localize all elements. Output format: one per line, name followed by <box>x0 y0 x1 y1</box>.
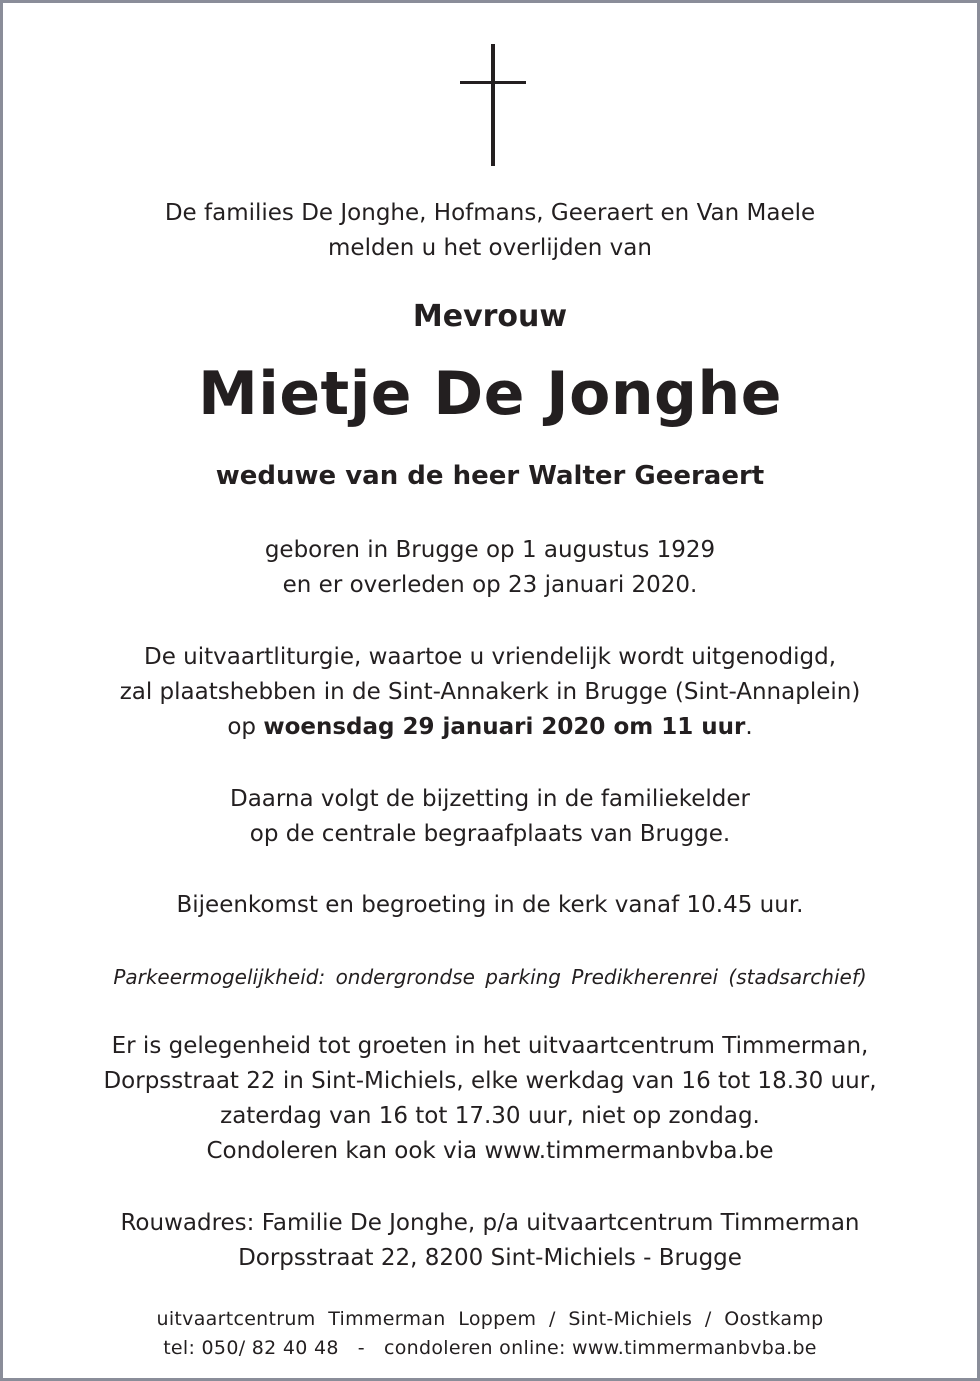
burial-line-1: Daarna volgt de bijzetting in de familiekelder <box>229 786 750 812</box>
visitation-line-1: Er is gelegenheid tot groeten in het uitvaartcentrum Timmerman, <box>111 1033 869 1059</box>
funeral-date-prefix: op <box>227 714 264 740</box>
visitation-line-3: zaterdag van 16 tot 17.30 uur, niet op zondag. <box>220 1103 760 1129</box>
deceased-name: Mietje De Jonghe <box>198 359 782 429</box>
families-line: De families De Jonghe, Hofmans, Geeraert en Van Maele <box>164 200 816 226</box>
died-line: en er overleden op 23 januari 2020. <box>282 572 698 598</box>
visitation-line-2: Dorpsstraat 22 in Sint-Michiels, elke werkdag van 16 tot 18.30 uur, <box>103 1068 877 1094</box>
burial-line-2: op de centrale begraafplaats van Brugge. <box>249 821 731 847</box>
footer-line-1: uitvaartcentrum Timmerman Loppem / Sint-Michiels / Oostkamp <box>156 1308 824 1330</box>
funeral-date-suffix: . <box>745 714 753 740</box>
visitation-line-4: Condoleren kan ook via www.timmermanbvba.be <box>206 1138 774 1164</box>
relation-line: weduwe van de heer Walter Geeraert <box>215 461 765 491</box>
address-line-2: Dorpsstraat 22, 8200 Sint-Michiels - Brugge <box>238 1245 742 1271</box>
footer-line-2: tel: 050/ 82 40 48 - condoleren online: www.timmermanbvba.be <box>163 1337 817 1359</box>
gathering-line: Bijeenkomst en begroeting in de kerk vanaf 10.45 uur. <box>176 892 804 918</box>
funeral-line-2: zal plaatshebben in de Sint-Annakerk in Brugge (Sint-Annaplein) <box>119 679 861 705</box>
parking-line: Parkeermogelijkheid: ondergrondse parking Predikherenrei (stadsarchief) <box>113 965 867 989</box>
funeral-line-3 <box>3 710 977 744</box>
funeral-date: woensdag 29 januari 2020 om 11 uur <box>263 714 746 740</box>
address-line-1: Rouwadres: Familie De Jonghe, p/a uitvaartcentrum Timmerman <box>120 1210 860 1236</box>
announce-line: melden u het overlijden van <box>328 235 652 261</box>
funeral-line-1: De uitvaartliturgie, waartoe u vriendelijk wordt uitgenodigd, <box>144 644 836 670</box>
honorific: Mevrouw <box>412 299 568 334</box>
born-line: geboren in Brugge op 1 augustus 1929 <box>264 537 716 563</box>
cross-icon <box>460 44 526 166</box>
